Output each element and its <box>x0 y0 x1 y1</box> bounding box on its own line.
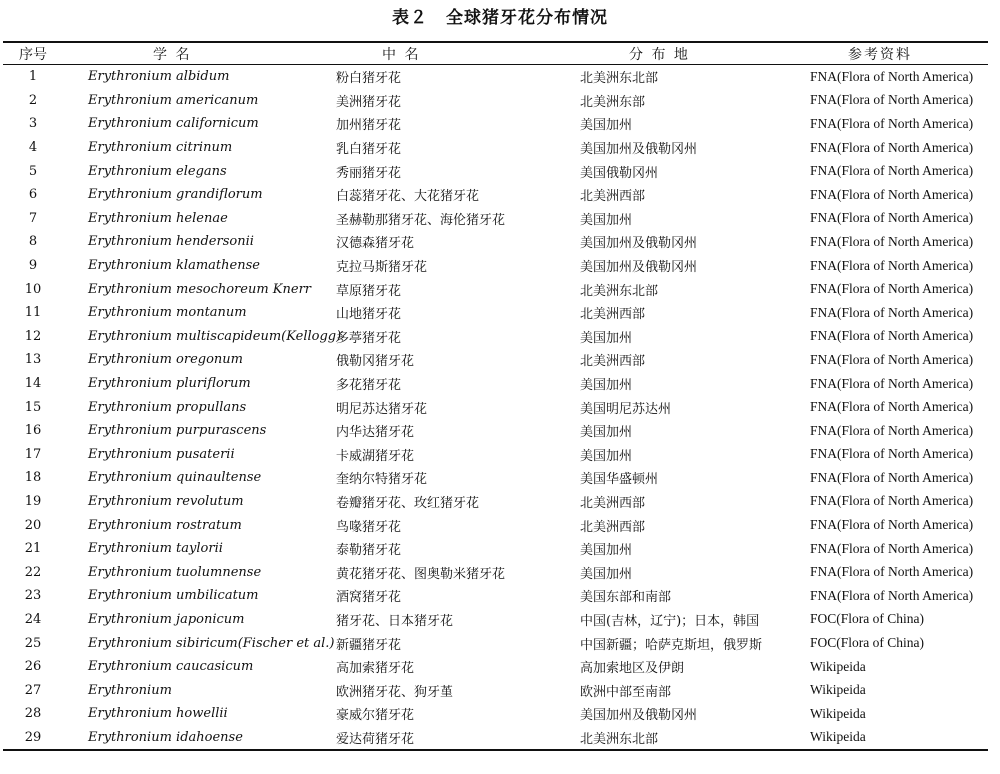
cell-distribution: 美国加州 <box>580 378 633 394</box>
cell-chinese-name: 黄花猪牙花、图奥勒米猪牙花 <box>336 566 506 582</box>
cell-reference: FNA(Flora of North America) <box>810 281 974 297</box>
cell-distribution: 北美洲东北部 <box>580 283 659 299</box>
cell-chinese-name: 克拉马斯猪牙花 <box>336 260 428 276</box>
table-row <box>3 183 988 207</box>
cell-index: 17 <box>24 446 42 462</box>
cell-chinese-name: 猪牙花、日本猪牙花 <box>336 613 454 629</box>
cell-reference: FNA(Flora of North America) <box>810 257 974 273</box>
table-row <box>3 372 988 396</box>
cell-index: 19 <box>24 493 42 509</box>
cell-index: 8 <box>28 234 38 250</box>
cell-reference: FNA(Flora of North America) <box>810 493 974 509</box>
cell-scientific-name: Erythronium klamathense <box>88 258 260 274</box>
cell-reference: Wikipeida <box>810 658 866 674</box>
table-row <box>3 89 988 113</box>
header-distribution: 分 布 地 <box>557 42 790 65</box>
cell-reference: FNA(Flora of North America) <box>810 210 974 226</box>
table-row <box>3 159 988 183</box>
cell-reference: FNA(Flora of North America) <box>810 540 974 556</box>
cell-distribution: 美国加州及俄勒冈州 <box>580 708 698 724</box>
cell-chinese-name: 多花猪牙花 <box>336 378 402 394</box>
cell-reference: FNA(Flora of North America) <box>810 587 974 603</box>
cell-chinese-name: 美洲猪牙花 <box>336 94 402 110</box>
cell-reference: Wikipeida <box>810 729 866 745</box>
header-index: 序号 <box>3 42 63 65</box>
cell-chinese-name: 明尼苏达猪牙花 <box>336 401 428 417</box>
cell-index: 13 <box>24 352 42 368</box>
cell-reference: FNA(Flora of North America) <box>810 92 974 108</box>
table-row <box>3 513 988 537</box>
cell-chinese-name: 奎纳尔特猪牙花 <box>336 472 428 488</box>
cell-distribution: 北美洲西部 <box>580 307 646 323</box>
cell-distribution: 北美洲东北部 <box>580 731 659 747</box>
cell-index: 21 <box>24 541 42 557</box>
cell-scientific-name: Erythronium grandiflorum <box>88 187 263 203</box>
cell-index: 23 <box>24 588 42 604</box>
cell-scientific-name: Erythronium hendersonii <box>88 234 254 250</box>
cell-scientific-name: Erythronium revolutum <box>88 493 244 509</box>
cell-scientific-name: Erythronium umbilicatum <box>88 588 259 604</box>
table-row <box>3 702 988 726</box>
cell-distribution: 美国加州 <box>580 448 633 464</box>
cell-distribution: 北美洲东北部 <box>580 71 659 87</box>
cell-index: 15 <box>24 399 42 415</box>
cell-reference: FNA(Flora of North America) <box>810 233 974 249</box>
table-row <box>3 207 988 231</box>
cell-reference: FNA(Flora of North America) <box>810 375 974 391</box>
cell-index: 28 <box>24 706 42 722</box>
cell-chinese-name: 多葶猪牙花 <box>336 330 402 346</box>
cell-index: 18 <box>24 470 42 486</box>
cell-index: 2 <box>28 92 38 108</box>
cell-index: 20 <box>24 517 42 533</box>
cell-distribution: 中国(吉林，辽宁)；日本，韩国 <box>580 613 760 629</box>
cell-scientific-name: Erythronium mesochoreum Knerr <box>88 281 311 297</box>
cell-scientific-name: Erythronium albidum <box>88 69 230 85</box>
cell-reference: FNA(Flora of North America) <box>810 139 974 155</box>
cell-distribution: 北美洲西部 <box>580 519 646 535</box>
cell-index: 4 <box>28 140 38 156</box>
cell-distribution: 美国加州 <box>580 330 633 346</box>
cell-reference: FNA(Flora of North America) <box>810 564 974 580</box>
cell-reference: FNA(Flora of North America) <box>810 517 974 533</box>
cell-chinese-name: 爱达荷猪牙花 <box>336 731 415 747</box>
cell-index: 6 <box>28 187 38 203</box>
cell-reference: FNA(Flora of North America) <box>810 304 974 320</box>
cell-reference: FNA(Flora of North America) <box>810 328 974 344</box>
table-row <box>3 112 988 136</box>
header-scientific-name: 学 名 <box>63 42 312 65</box>
cell-distribution: 美国华盛顿州 <box>580 472 659 488</box>
table-row <box>3 678 988 702</box>
cell-distribution: 美国加州及俄勒冈州 <box>580 236 698 252</box>
cell-distribution: 中国新疆；哈萨克斯坦，俄罗斯 <box>580 637 763 653</box>
cell-index: 12 <box>24 328 42 344</box>
cell-scientific-name: Erythronium idahoense <box>88 729 243 745</box>
cell-index: 14 <box>24 376 42 392</box>
cell-chinese-name: 加州猪牙花 <box>336 118 402 134</box>
table-row <box>3 655 988 679</box>
table-header <box>3 42 988 65</box>
cell-reference: FNA(Flora of North America) <box>810 163 974 179</box>
cell-chinese-name: 内华达猪牙花 <box>336 425 415 441</box>
cell-chinese-name: 卡威湖猪牙花 <box>336 448 415 464</box>
cell-scientific-name: Erythronium quinaultense <box>88 470 262 486</box>
cell-scientific-name: Erythronium elegans <box>88 163 227 179</box>
cell-scientific-name: Erythronium citrinum <box>88 140 233 156</box>
cell-scientific-name: Erythronium japonicum <box>88 611 245 627</box>
cell-scientific-name: Erythronium americanum <box>88 92 259 108</box>
cell-index: 7 <box>28 210 38 226</box>
cell-reference: FNA(Flora of North America) <box>810 446 974 462</box>
cell-chinese-name: 酒窝猪牙花 <box>336 590 402 606</box>
table-row <box>3 395 988 419</box>
cell-chinese-name: 山地猪牙花 <box>336 307 402 323</box>
cell-index: 3 <box>28 116 38 132</box>
cell-chinese-name: 鸟喙猪牙花 <box>336 519 402 535</box>
cell-scientific-name: Erythronium caucasicum <box>88 659 254 675</box>
cell-reference: FNA(Flora of North America) <box>810 186 974 202</box>
cell-index: 5 <box>28 163 38 179</box>
cell-distribution: 欧洲中部至南部 <box>580 684 672 700</box>
cell-distribution: 美国明尼苏达州 <box>580 401 672 417</box>
table-row <box>3 537 988 561</box>
cell-chinese-name: 豪威尔猪牙花 <box>336 708 415 724</box>
cell-scientific-name: Erythronium montanum <box>88 305 247 321</box>
cell-index: 16 <box>24 423 42 439</box>
table-body <box>3 65 988 751</box>
cell-index: 22 <box>24 564 42 580</box>
cell-distribution: 美国加州及俄勒冈州 <box>580 142 698 158</box>
cell-index: 11 <box>24 305 42 321</box>
table-row <box>3 254 988 278</box>
cell-scientific-name: Erythronium multiscapideum(Kellogg) <box>88 328 342 344</box>
cell-distribution: 高加索地区及伊朗 <box>580 661 685 677</box>
cell-chinese-name: 汉德森猪牙花 <box>336 236 415 252</box>
table-row <box>3 136 988 160</box>
cell-chinese-name: 高加索猪牙花 <box>336 661 415 677</box>
cell-scientific-name: Erythronium propullans <box>88 399 247 415</box>
cell-scientific-name: Erythronium sibiricum(Fischer et al.) <box>88 635 335 651</box>
cell-index: 10 <box>24 281 42 297</box>
cell-reference: FNA(Flora of North America) <box>810 351 974 367</box>
cell-distribution: 美国加州 <box>580 425 633 441</box>
cell-distribution: 美国加州及俄勒冈州 <box>580 260 698 276</box>
cell-scientific-name: Erythronium howellii <box>88 706 228 722</box>
cell-reference: FNA(Flora of North America) <box>810 68 974 84</box>
distribution-table <box>3 41 988 751</box>
cell-distribution: 北美洲西部 <box>580 189 646 205</box>
cell-distribution: 美国加州 <box>580 566 633 582</box>
cell-scientific-name: Erythronium helenae <box>88 210 228 226</box>
cell-distribution: 美国加州 <box>580 543 633 559</box>
cell-reference: FNA(Flora of North America) <box>810 422 974 438</box>
table-row <box>3 584 988 608</box>
cell-scientific-name: Erythronium californicum <box>88 116 259 132</box>
cell-distribution: 美国加州 <box>580 212 633 228</box>
cell-chinese-name: 秀丽猪牙花 <box>336 165 402 181</box>
cell-chinese-name: 欧洲猪牙花、狗牙堇 <box>336 684 454 700</box>
table-title: 表２ 全球猪牙花分布情况 <box>392 8 608 28</box>
table-row <box>3 560 988 584</box>
cell-reference: FNA(Flora of North America) <box>810 115 974 131</box>
cell-distribution: 美国俄勒冈州 <box>580 165 659 181</box>
cell-reference: FOC(Flora of China) <box>810 611 924 627</box>
table-row <box>3 325 988 349</box>
table-row <box>3 419 988 443</box>
cell-distribution: 北美洲东部 <box>580 94 646 110</box>
cell-index: 29 <box>24 729 42 745</box>
header-reference: 参考资料 <box>790 42 988 65</box>
cell-scientific-name: Erythronium oregonum <box>88 352 244 368</box>
cell-distribution: 北美洲西部 <box>580 495 646 511</box>
table-row <box>3 726 988 751</box>
cell-index: 9 <box>28 258 38 274</box>
cell-chinese-name: 草原猪牙花 <box>336 283 402 299</box>
cell-reference: Wikipeida <box>810 682 866 698</box>
table-row <box>3 443 988 467</box>
cell-index: 25 <box>24 635 42 651</box>
cell-distribution: 美国加州 <box>580 118 633 134</box>
cell-chinese-name: 粉白猪牙花 <box>336 71 402 87</box>
cell-reference: FNA(Flora of North America) <box>810 469 974 485</box>
cell-index: 26 <box>24 659 42 675</box>
table-row <box>3 490 988 514</box>
cell-scientific-name: Erythronium purpurascens <box>88 423 267 439</box>
header-row <box>3 42 988 65</box>
cell-scientific-name: Erythronium tuolumnense <box>88 564 262 580</box>
cell-chinese-name: 泰勒猪牙花 <box>336 543 402 559</box>
cell-scientific-name: Erythronium pluriflorum <box>88 376 251 392</box>
cell-reference: FOC(Flora of China) <box>810 635 924 651</box>
cell-reference: Wikipeida <box>810 705 866 721</box>
header-chinese-name: 中 名 <box>312 42 557 65</box>
cell-chinese-name: 乳白猪牙花 <box>336 142 402 158</box>
cell-index: 1 <box>28 69 38 85</box>
cell-distribution: 北美洲西部 <box>580 354 646 370</box>
cell-scientific-name: Erythronium <box>88 682 172 698</box>
cell-scientific-name: Erythronium taylorii <box>88 541 223 557</box>
cell-chinese-name: 俄勒冈猪牙花 <box>336 354 415 370</box>
table-row <box>3 301 988 325</box>
cell-chinese-name: 白蕊猪牙花、大花猪牙花 <box>336 189 480 205</box>
table-row <box>3 230 988 254</box>
table-row <box>3 631 988 655</box>
table-row <box>3 348 988 372</box>
cell-chinese-name: 卷瓣猪牙花、玫红猪牙花 <box>336 495 480 511</box>
table-row <box>3 277 988 301</box>
cell-scientific-name: Erythronium pusaterii <box>88 446 235 462</box>
cell-reference: FNA(Flora of North America) <box>810 399 974 415</box>
cell-chinese-name: 圣赫勒那猪牙花、海伦猪牙花 <box>336 212 506 228</box>
cell-index: 27 <box>24 682 42 698</box>
cell-scientific-name: Erythronium rostratum <box>88 517 242 533</box>
table-row <box>3 466 988 490</box>
table-row <box>3 65 988 89</box>
table-row <box>3 608 988 632</box>
cell-distribution: 美国东部和南部 <box>580 590 672 606</box>
cell-chinese-name: 新疆猪牙花 <box>336 637 402 653</box>
cell-index: 24 <box>24 611 42 627</box>
